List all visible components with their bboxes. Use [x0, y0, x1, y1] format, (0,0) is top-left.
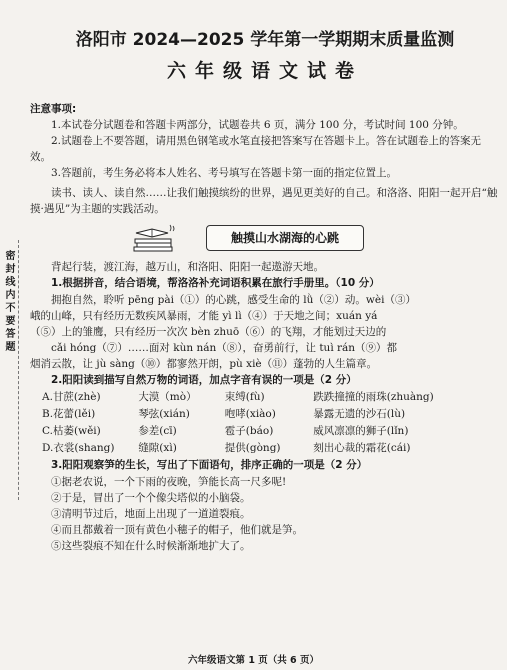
question-2-option-row [30, 406, 500, 423]
notice-heading: 注意事项: [30, 103, 77, 115]
question-3-item: ⑤这些裂痕不知在什么时候渐渐地扩大了。 [51, 540, 251, 552]
option-cell: 琴弦(xián) [138, 408, 190, 420]
option-cell: 暴露无遗的沙石(lù) [313, 408, 406, 420]
option-cell: 缝隙(xì) [138, 442, 177, 454]
option-cell: 威风凛凛的狮子(lǐn) [313, 425, 409, 437]
option-cell: 雹子(báo) [224, 425, 274, 437]
question-1-line: cǎi hóng（⑦）……面对 kùn nán（⑧），奋勇前行，让 tuì rán（⑨）都 [51, 342, 398, 354]
books-icon [132, 223, 176, 253]
exam-title: 洛阳市 2024—2025 学年第一学期期末质量监测 [75, 30, 455, 50]
option-cell: 大漠（mò） [138, 391, 197, 403]
question-1-line: （⑤）上的雏鹰，只有经历一次次 bèn zhuō（⑥）的飞翔，才能划过天边的 [30, 326, 387, 338]
question-1-title: 1.根据拼音，结合语境，帮洛洛补充词语积累在旅行手册里。（10 分） [51, 277, 380, 289]
option-cell: 束缚(fù) [224, 391, 265, 403]
question-1-line: 峨的山峰，只有经历无数疾风暴雨，才能 yì lì（④）于天地之间；xuán yá [30, 310, 378, 322]
option-cell: 刻出心裁的霜花(cái) [313, 442, 411, 454]
option-cell: C.枯萎(wěi) [42, 425, 101, 437]
question-3-item: ②于是，冒出了一个个像尖塔似的小脑袋。 [51, 492, 251, 504]
question-3-item: ④而且都戴着一顶有黄色小穗子的帽子，他们就是笋。 [51, 524, 303, 536]
option-cell: B.花蕾(lěi) [42, 408, 96, 420]
notice-item-1: 1.本试卷分试题卷和答题卡两部分，试题卷共 6 页，满分 100 分，考试时间 100 分钟。 [51, 119, 464, 131]
option-cell: A.甘蔗(zhè) [42, 391, 101, 403]
section-lead: 背起行装，渡江海，越万山，和洛阳、阳阳一起遨游天地。 [51, 261, 324, 273]
question-3-item: ③清明节过后，地面上出现了一道道裂痕。 [51, 508, 251, 520]
option-cell: 跌跌撞撞的雨珠(zhuàng) [313, 391, 434, 403]
question-2-title: 2.阳阳读到描写自然万物的词语，加点字音有误的一项是（2 分） [51, 374, 357, 386]
question-1-line: 拥抱自然，聆听 pēng pài（①）的心跳，感受生命的 lǜ（②）动。wèi（③） [51, 294, 416, 306]
question-3-title: 3.阳阳观察笋的生长，写出了下面语句，排序正确的一项是（2 分） [51, 459, 368, 471]
content [30, 4, 500, 554]
section-banner-row [30, 223, 500, 253]
question-2-option-row [30, 440, 500, 457]
option-cell: D.衣裳(shang) [42, 442, 115, 454]
exam-subtitle: 六年级语文试卷 [166, 60, 363, 82]
page-footer: 六年级语文第 1 页（共 6 页） [188, 655, 319, 666]
notice-item-3: 3.答题前，考生务必将本人姓名、考号填写在答题卡第一面的指定位置上。 [51, 167, 398, 179]
question-3-item: ①据老农说，一个下雨的夜晚，笋能长高一尺多呢! [51, 476, 287, 488]
seal-line-text: 密封线内不要答题 [3, 250, 14, 354]
notice-item-2: 2.试题卷上不要答题，请用黑色钢笔或水笔直接把答案写在答题卡上。答在试题卷上的答案无效。 [30, 135, 482, 163]
question-2-option-row [30, 423, 500, 440]
option-cell: 咆哮(xiào) [224, 408, 276, 420]
option-cell: 参差(cī) [138, 425, 177, 437]
section-banner: 触摸山水湖海的心跳 [206, 225, 364, 251]
intro-text: 读书、读人、读自然……让我们触摸缤纷的世界，遇见更美好的自己。和洛洛、阳阳一起开启“触摸·遇见”为主题的实践活动。 [30, 187, 498, 215]
question-2-option-row [30, 389, 500, 406]
option-cell: 提供(gòng) [224, 442, 281, 454]
question-1-line: 烟消云散，让 jù sàng（⑩）都寥然开朗，pù xiè（⑪）蓬勃的人生篇章。 [30, 358, 378, 370]
